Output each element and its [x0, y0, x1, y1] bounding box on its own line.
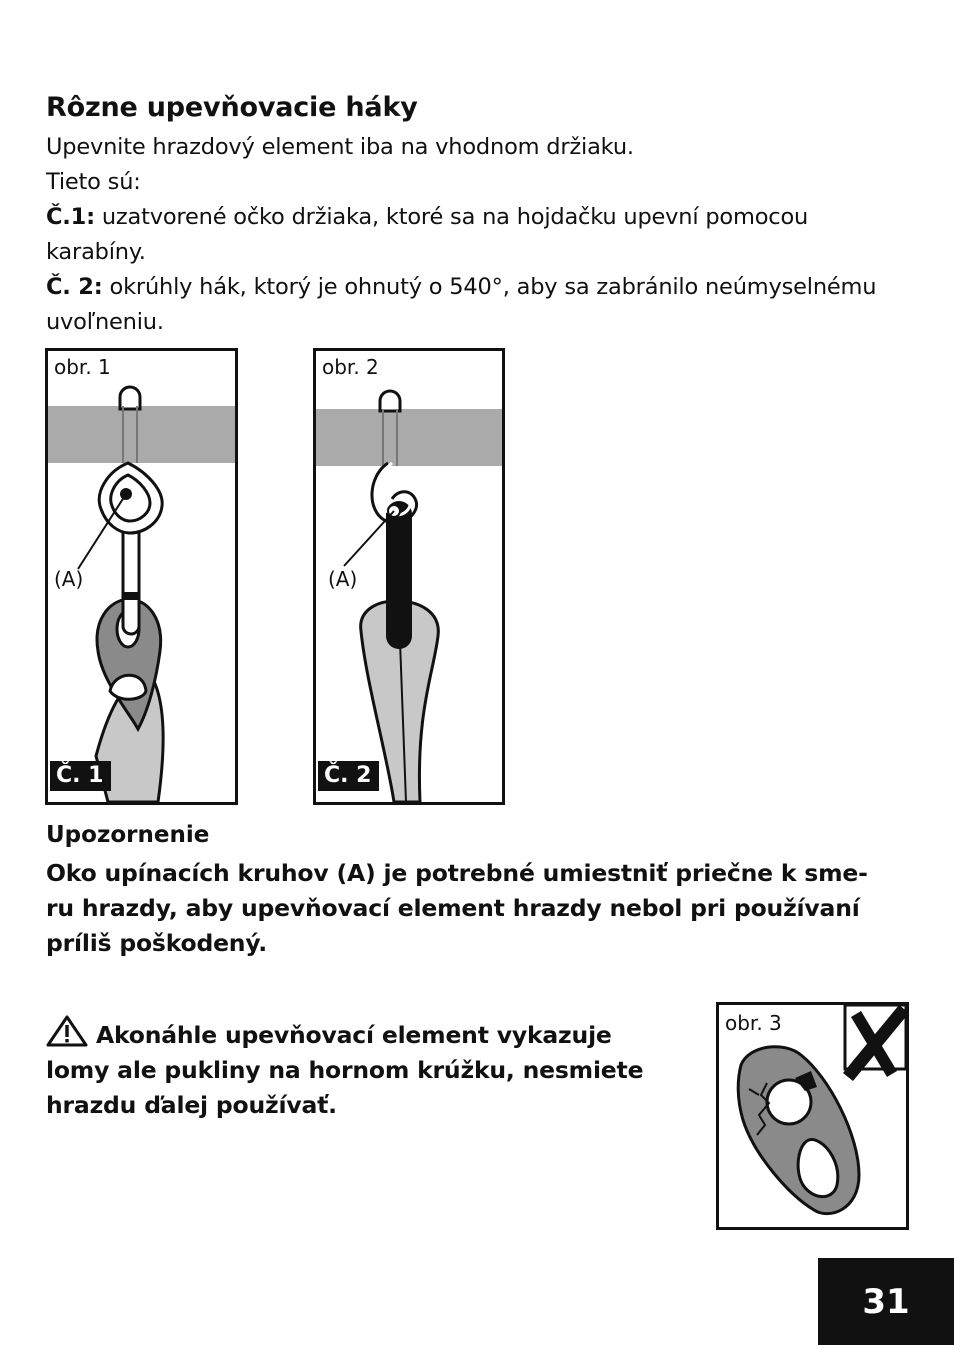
warning-block — [46, 1015, 686, 1123]
figure-1 — [45, 348, 238, 805]
figure-1-tag: Č. 1 — [50, 761, 111, 791]
intro-line-1: Upevnite hrazdový element iba na vhodnom držiaku. — [46, 134, 634, 160]
notice-line-3: príliš poškodený. — [46, 929, 268, 957]
page-number: 31 — [818, 1258, 954, 1345]
figure-3-illustration — [719, 1005, 906, 1227]
figure-2-tag: Č. 2 — [318, 761, 379, 791]
c2-text: okrúhly hák, ktorý je ohnutý o 540°, aby sa zabránilo neúmyselnému — [102, 274, 877, 300]
notice-line-2: ru hrazdy, aby upevňovací element hrazdy nebol pri používaní — [46, 894, 860, 922]
figure-1-label: obr. 1 — [54, 355, 111, 379]
warning-line-3: hrazdu ďalej používať. — [46, 1091, 337, 1119]
intro-c2 — [46, 270, 916, 305]
c1-text: uzatvorené očko držiaka, ktoré sa na hojdačku upevní pomocou — [94, 204, 809, 230]
intro-c1 — [46, 200, 916, 235]
figure-3 — [716, 1002, 909, 1230]
section-title: Rôzne upevňovacie háky — [46, 92, 418, 123]
figure-3-label: obr. 3 — [725, 1011, 782, 1035]
figure-2-marker-a: (A) — [328, 567, 358, 591]
intro-c2-cont: uvoľneniu. — [46, 309, 164, 335]
c2-label: Č. 2: — [46, 274, 103, 300]
figure-2-label: obr. 2 — [322, 355, 379, 379]
warning-line-1 — [46, 1015, 686, 1053]
notice-line-1: Oko upínacích kruhov (A) je potrebné umiestniť priečne k sme- — [46, 859, 868, 887]
figure-2 — [313, 348, 505, 805]
figure-1-marker-a: (A) — [54, 567, 84, 591]
warning-text-1: Akonáhle upevňovací element vykazuje — [88, 1021, 612, 1049]
notice-title: Upozornenie — [46, 822, 210, 848]
intro-c1-cont: karabíny. — [46, 239, 146, 265]
c1-label: Č.1: — [46, 204, 95, 230]
intro-line-2: Tieto sú: — [46, 169, 141, 195]
notice-body — [46, 856, 926, 961]
warning-triangle-icon — [46, 1015, 88, 1047]
warning-line-2: lomy ale pukliny na hornom krúžku, nesmiete — [46, 1056, 644, 1084]
